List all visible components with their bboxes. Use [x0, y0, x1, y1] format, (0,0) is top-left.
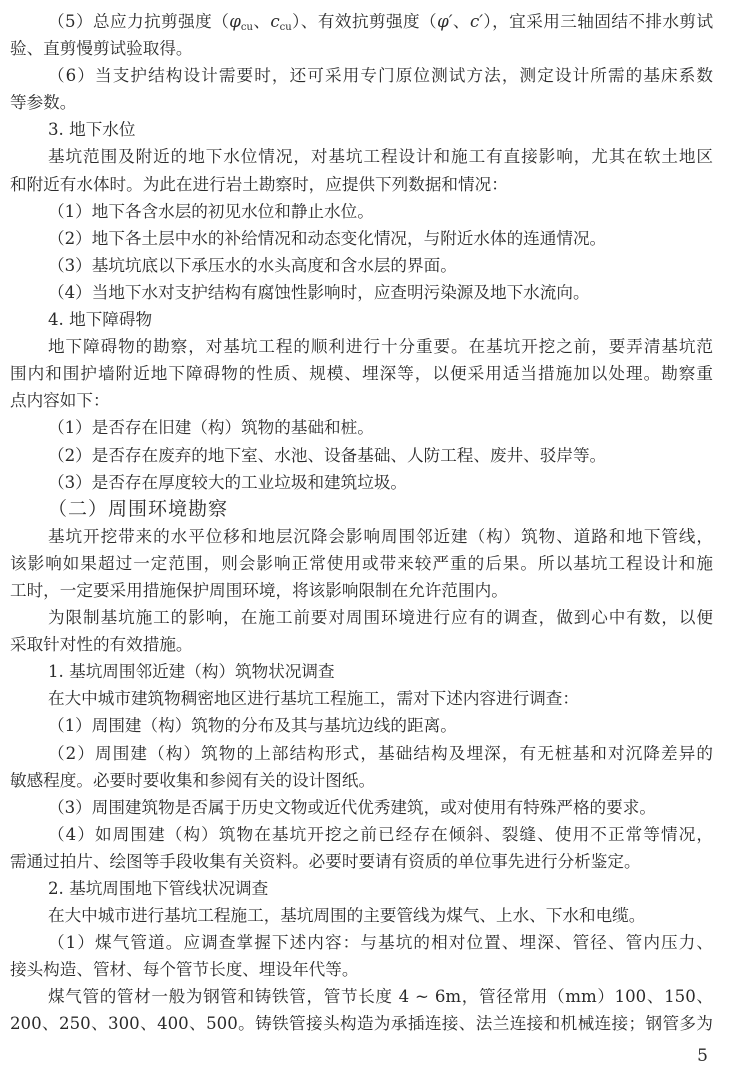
text-line: （6）当支护结构设计需要时，还可采用专门原位测试方法，测定设计所需的基床系数	[48, 66, 713, 86]
text-line: 地下障碍物的勘察，对基坑工程的顺利进行十分重要。在基坑开挖之前，要弄清基坑范	[48, 337, 713, 357]
symbol-c-prime: c′	[469, 12, 483, 31]
text-line-formula	[10, 8, 713, 35]
text-line: 在大中城市建筑物稠密地区进行基坑工程施工，需对下述内容进行调查：	[48, 689, 579, 709]
text-line: 需通过拍片、绘图等手段收集有关资料。必要时要请有资质的单位事先进行分析鉴定。	[10, 851, 641, 871]
text-line: （3）周围建筑物是否属于历史文物或近代优秀建筑，或对使用有特殊严格的要求。	[48, 797, 656, 817]
text-segment: ），宜采用三轴固结不排水剪试	[483, 12, 714, 31]
text-line: 验、直剪慢剪试验取得。	[10, 39, 193, 59]
text-line: 煤气管的管材一般为钢管和铸铁管，管节长度 4 ~ 6m，管径常用（mm）100、150、	[48, 987, 713, 1007]
symbol-c: c	[270, 12, 280, 31]
text-segment: 、	[452, 12, 470, 31]
section-heading: （二）周围环境勘察	[48, 497, 229, 520]
text-line: 点内容如下：	[10, 391, 110, 411]
document-page	[10, 8, 713, 1038]
text-line: 接头构造、管材、每个管节长度、埋设年代等。	[10, 960, 359, 980]
text-line: （4）当地下水对支护结构有腐蚀性影响时，应查明污染源及地下水流向。	[48, 282, 590, 302]
text-line: 在大中城市进行基坑工程施工，基坑周围的主要管线为煤气、上水、下水和电缆。	[48, 906, 646, 926]
text-line: （1）周围建（构）筑物的分布及其与基坑边线的距离。	[48, 716, 457, 736]
body-text	[10, 35, 713, 1037]
text-segment: （5）总应力抗剪强度（	[48, 12, 230, 31]
text-line: 工时，一定要采用措施保护周围环境，将该影响限制在允许范围内。	[10, 580, 508, 600]
text-line: （4）如周围建（构）筑物在基坑开挖之前已经存在倾斜、裂缝、使用不正常等情况，	[48, 824, 713, 844]
text-line: 和附近有水体时。为此在进行岩土勘察时，应提供下列数据和情况：	[10, 174, 508, 194]
subscript: cu	[279, 22, 292, 33]
text-segment: 、	[252, 12, 271, 31]
text-line: （1）煤气管道。应调查掌握下述内容：与基坑的相对位置、埋深、管径、管内压力、	[48, 933, 713, 953]
text-line: 1. 基坑周围邻近建（构）筑物状况调查	[48, 662, 335, 682]
text-line: （1）是否存在旧建（构）筑物的基础和桩。	[48, 418, 374, 438]
subscript: cu	[240, 22, 253, 33]
text-line: 该影响如果超过一定范围，则会影响正常使用或带来较严重的后果。所以基坑工程设计和施	[10, 553, 713, 573]
text-line: 3. 地下水位	[48, 120, 136, 140]
text-line: 基坑开挖带来的水平位移和地层沉降会影响周围邻近建（构）筑物、道路和地下管线，	[48, 526, 713, 546]
text-line: （3）基坑坑底以下承压水的水头高度和含水层的界面。	[48, 255, 457, 275]
text-line: 围内和围护墙附近地下障碍物的性质、规模、埋深等，以便采用适当措施加以处理。勘察重	[10, 364, 713, 384]
text-line: 采取针对性的有效措施。	[10, 635, 193, 655]
text-line: （2）地下各土层中水的补给情况和动态变化情况，与附近水体的连通情况。	[48, 228, 607, 248]
text-line: 基坑范围及附近的地下水位情况，对基坑工程设计和施工有直接影响，尤其在软土地区	[48, 147, 713, 167]
text-line: 4. 地下障碍物	[48, 310, 153, 330]
symbol-phi: φ	[229, 12, 241, 31]
text-line: （2）是否存在废弃的地下室、水池、设备基础、人防工程、废井、驳岸等。	[48, 445, 607, 465]
text-line: 200、250、300、400、500。铸铁管接头构造为承插连接、法兰连接和机械连接；钢管多为	[10, 1014, 713, 1034]
symbol-phi-prime: φ′	[437, 12, 453, 31]
text-line: 2. 基坑周围地下管线状况调查	[48, 879, 269, 898]
text-line: 敏感程度。必要时要收集和参阅有关的设计图纸。	[10, 770, 376, 790]
text-line: 等参数。	[10, 93, 77, 113]
text-line: （1）地下各含水层的初见水位和静止水位。	[48, 201, 374, 221]
text-segment: ）、有效抗剪强度（	[291, 12, 438, 31]
page-number: 5	[697, 1046, 708, 1066]
text-line: （3）是否存在厚度较大的工业垃圾和建筑垃圾。	[48, 472, 408, 492]
text-line: （2）周围建（构）筑物的上部结构形式，基础结构及埋深，有无桩基和对沉降差异的	[48, 743, 713, 763]
text-line: 为限制基坑施工的影响，在施工前要对周围环境进行应有的调查，做到心中有数，以便	[48, 608, 713, 628]
